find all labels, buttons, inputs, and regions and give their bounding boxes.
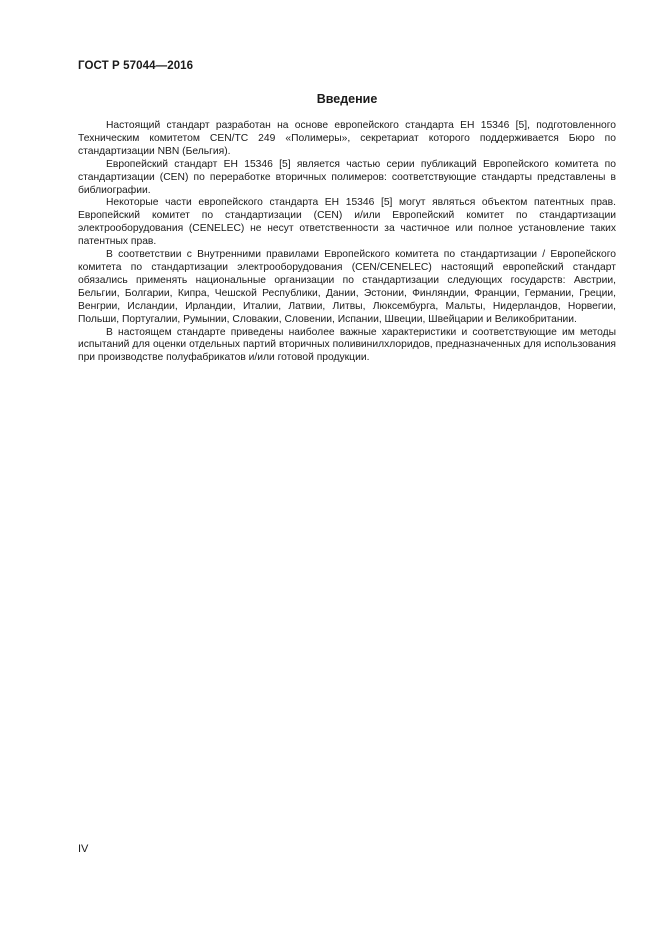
introduction-body (78, 120, 616, 365)
paragraph-1: Настоящий стандарт разработан на основе европейского стандарта ЕН 15346 [5], подготовленного Техническим комитетом CEN/TC 249 «Полимеры», секретариат которого поддерживается Бюро по стандартизации NBN (Бельгия). (78, 120, 616, 157)
page-number: IV (78, 843, 89, 855)
paragraph-2: Европейский стандарт ЕН 15346 [5] является частью серии публикаций Европейского комитета по стандартизации (CEN) по переработке вторичных полимеров: соответствующие стандарты представлены в библиографии. (78, 158, 616, 196)
section-title: Введение (316, 92, 378, 106)
document-code: ГОСТ Р 57044—2016 (78, 60, 194, 72)
paragraph-3: Некоторые части европейского стандарта ЕН 15346 [5] могут являться объектом патентных прав. Европейский комитет по стандартизации (CEN) и/или Европейский комитет по стандартизации электрооборудования (CENELEC) не несут ответственности за частичное или полное установление таких патентных прав. (78, 197, 616, 248)
paragraph-5: В настоящем стандарте приведены наиболее важные характеристики и соответствующие им методы испытаний для оценки отдельных партий вторичных поливинилхлоридов, предназначенных для использования при производстве полуфабрикатов и/или готовой продукции. (78, 326, 616, 364)
paragraph-4: В соответствии с Внутренними правилами Европейского комитета по стандартизации / Европейского комитета по стандартизации электрооборудования (CEN/CENELEC) настоящий европейский стандарт обязались применять национальные организации по стандартизации следующих государств: Австрии, Бельгии, Болгарии, Кипра, Чешской Республики, Дании, Эстонии, Финляндии, Франции, Германии, Греции, Венгрии, Исландии, Ирландии, Италии, Латвии, Литвы, Люксембурга, Мальты, Нидерландов, Норвегии, Польши, Португалии, Румынии, Словакии, Словении, Испании, Швеции, Швейцарии и Великобритании. (78, 249, 616, 325)
